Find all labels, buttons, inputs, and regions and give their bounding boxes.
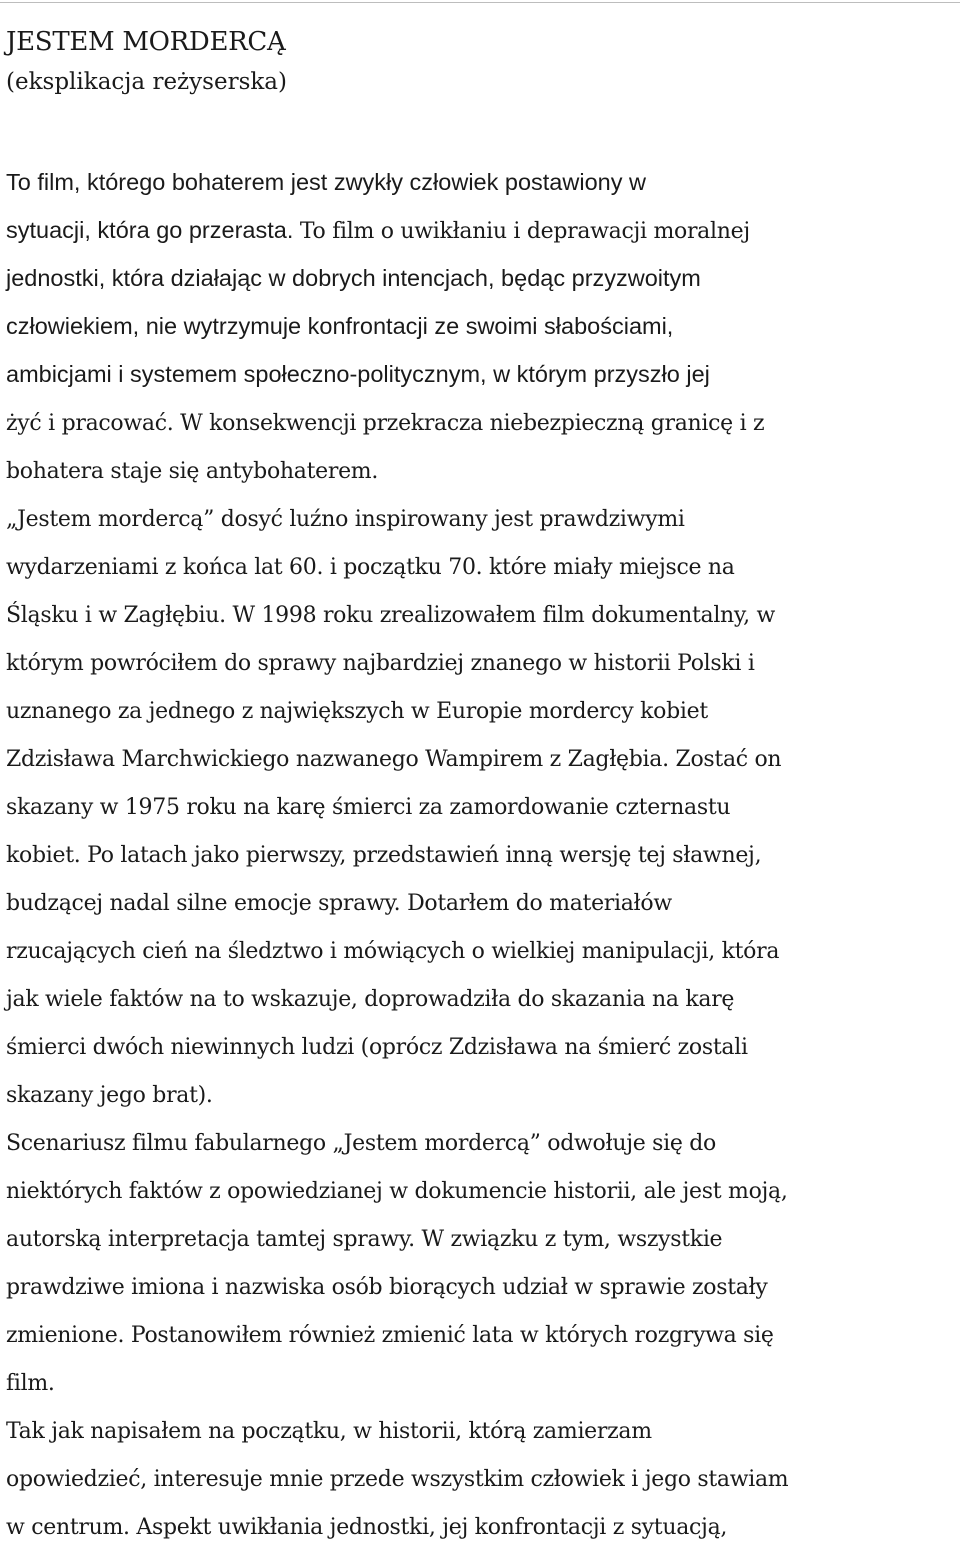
text-segment: jak wiele faktów na to wskazuje, doprowadziła do skazania na karę [6,987,735,1012]
text-line [6,1406,956,1454]
text-line [6,1454,956,1502]
text-line [6,1070,956,1118]
text-line [6,1358,956,1406]
text-line [6,350,956,398]
text-line [6,974,956,1022]
text-segment: uznanego za jednego z największych w Europie mordercy kobiet [6,699,708,724]
text-line [6,782,956,830]
text-line [6,1310,956,1358]
text-segment: To film, którego bohaterem jest zwykły człowiek postawiony w [6,169,646,195]
text-segment: Scenariusz filmu fabularnego „Jestem mordercą” odwołuje się do [6,1131,716,1156]
document-subtitle: (eksplikacja reżyserska) [6,69,287,95]
text-line [6,302,956,350]
text-segment: prawdziwe imiona i nazwiska osób biorących udział w sprawie zostały [6,1275,768,1300]
text-segment: wydarzeniami z końca lat 60. i początku 70. które miały miejsce na [6,555,735,580]
text-segment: żyć i pracować. W konsekwencji przekracza niebezpieczną granicę i z [6,411,765,436]
document-page [6,22,956,1550]
document-body [6,158,956,1550]
top-divider [0,2,960,3]
text-line [6,1118,956,1166]
text-line [6,254,956,302]
text-segment: film. [6,1371,55,1396]
text-line [6,926,956,974]
text-segment: skazany jego brat). [6,1083,213,1108]
text-line [6,542,956,590]
text-line [6,1262,956,1310]
text-segment: ambicjami i systemem społeczno-politycznym, w którym przyszło jej [6,361,710,387]
text-line [6,734,956,782]
text-segment: jednostki, która działając w dobrych intencjach, będąc przyzwoitym [6,265,701,291]
text-line [6,1214,956,1262]
text-line [6,1022,956,1070]
text-segment: śmierci dwóch niewinnych ludzi (oprócz Zdzisława na śmierć zostali [6,1035,748,1060]
text-segment: w centrum. Aspekt uwikłania jednostki, jej konfrontacji z sytuacją, [6,1515,728,1540]
text-segment: autorską interpretacja tamtej sprawy. W związku z tym, wszystkie [6,1227,723,1252]
text-line [6,158,956,206]
text-segment: To film o uwikłaniu i deprawacji moralnej [299,219,750,244]
text-segment: skazany w 1975 roku na karę śmierci za zamordowanie czternastu [6,795,731,820]
text-segment: niektórych faktów z opowiedzianej w dokumencie historii, ale jest moją, [6,1179,788,1204]
text-line [6,830,956,878]
text-segment: kobiet. Po latach jako pierwszy, przedstawień inną wersję tej sławnej, [6,843,762,868]
text-line [6,686,956,734]
text-segment: Śląsku i w Zagłębiu. W 1998 roku zrealizowałem film dokumentalny, w [6,603,776,628]
text-line [6,590,956,638]
text-segment: Tak jak napisałem na początku, w historii, którą zamierzam [6,1419,652,1444]
text-line [6,398,956,446]
text-segment: rzucających cień na śledztwo i mówiących o wielkiej manipulacji, która [6,939,780,964]
text-line [6,1502,956,1550]
text-segment: sytuacji, która go przerasta. [6,217,300,243]
text-line [6,446,956,494]
text-segment: którym powróciłem do sprawy najbardziej znanego w historii Polski i [6,651,755,676]
document-title: JESTEM MORDERCĄ [6,27,286,57]
text-segment: „Jestem mordercą” dosyć luźno inspirowany jest prawdziwymi [6,507,685,532]
text-segment: człowiekiem, nie wytrzymuje konfrontacji ze swoimi słabościami, [6,313,674,339]
text-segment: Zdzisława Marchwickiego nazwanego Wampirem z Zagłębia. Zostać on [6,747,782,772]
text-segment: budzącej nadal silne emocje sprawy. Dotarłem do materiałów [6,891,672,916]
text-line [6,494,956,542]
text-line [6,206,956,254]
text-segment: opowiedzieć, interesuje mnie przede wszystkim człowiek i jego stawiam [6,1467,789,1492]
text-segment: zmienione. Postanowiłem również zmienić lata w których rozgrywa się [6,1323,774,1348]
text-line [6,878,956,926]
text-segment: bohatera staje się antybohaterem. [6,459,379,484]
text-line [6,638,956,686]
text-line [6,1166,956,1214]
